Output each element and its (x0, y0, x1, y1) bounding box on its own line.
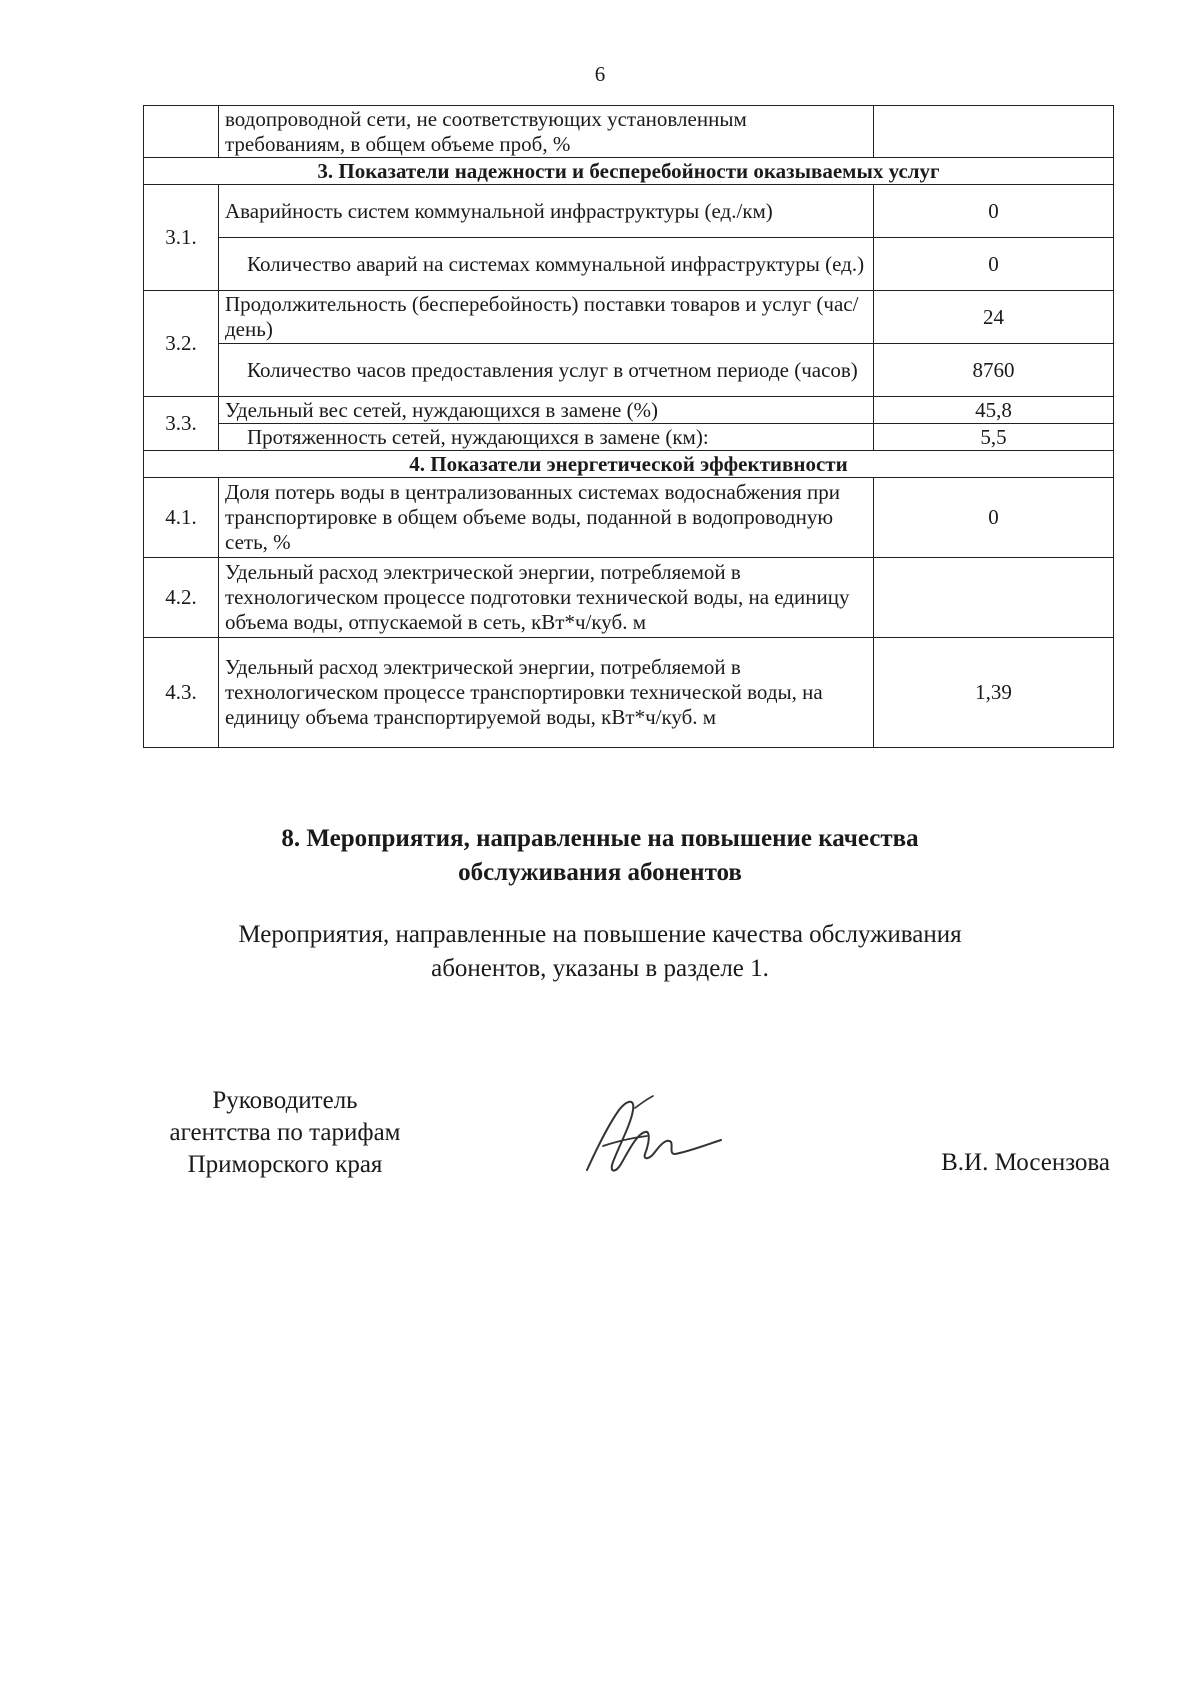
table-row (144, 424, 1114, 451)
indicator-name: Аварийность систем коммунальной инфраструктуры (ед./км) (219, 185, 874, 238)
position-line: Приморского края (187, 1151, 383, 1178)
section-8-text (0, 918, 1200, 986)
indicator-value: 0 (874, 238, 1114, 291)
table-row (144, 397, 1114, 424)
row-number: 4.2. (144, 558, 219, 638)
table-row (144, 478, 1114, 558)
table-row (144, 106, 1114, 158)
indicator-value: 5,5 (874, 424, 1114, 451)
table-row (144, 185, 1114, 238)
handwritten-signature (575, 1088, 735, 1184)
row-number: 3.1. (144, 185, 219, 291)
signatory-name: В.И. Мосензова (941, 1149, 1110, 1176)
indicator-value: 1,39 (874, 638, 1114, 748)
table-row (144, 291, 1114, 344)
table-row (144, 238, 1114, 291)
indicator-value: 24 (874, 291, 1114, 344)
row-number: 3.2. (144, 291, 219, 397)
text-line: Мероприятия, направленные на повышение качества обслуживания (238, 921, 962, 948)
section-header-row (144, 451, 1114, 478)
row-number: 4.3. (144, 638, 219, 748)
position-line: агентства по тарифам (169, 1119, 401, 1146)
indicator-name: Удельный расход электрической энергии, потребляемой в технологическом процессе подготовки технической воды, на единицу объема воды, отпускаемой в сеть, кВт*ч/куб. м (219, 558, 874, 638)
indicator-value: 0 (874, 478, 1114, 558)
table-row (144, 638, 1114, 748)
indicator-name: Количество аварий на системах коммунальной инфраструктуры (ед.) (219, 238, 874, 291)
section-8-heading (0, 822, 1200, 890)
indicator-name: водопроводной сети, не соответствующих установленным требованиям, в общем объеме проб, % (219, 106, 874, 158)
indicator-name: Продолжительность (бесперебойность) поставки товаров и услуг (час/день) (219, 291, 874, 344)
indicator-name: Количество часов предоставления услуг в отчетном периоде (часов) (219, 344, 874, 397)
indicator-value: 45,8 (874, 397, 1114, 424)
indicator-value (874, 558, 1114, 638)
indicator-value: 8760 (874, 344, 1114, 397)
table-row (144, 558, 1114, 638)
indicator-name: Удельный вес сетей, нуждающихся в замене (%) (219, 397, 874, 424)
indicator-name: Протяженность сетей, нуждающихся в замене (км): (219, 424, 874, 451)
row-number (144, 106, 219, 158)
indicator-name: Удельный расход электрической энергии, потребляемой в технологическом процессе транспортировки технической воды, на единицу объема транспортируемой воды, кВт*ч/куб. м (219, 638, 874, 748)
row-number: 3.3. (144, 397, 219, 451)
table-row (144, 344, 1114, 397)
page-number: 6 (594, 62, 606, 86)
indicator-value: 0 (874, 185, 1114, 238)
section-title-3: 3. Показатели надежности и бесперебойности оказываемых услуг (144, 158, 1114, 185)
heading-line: 8. Мероприятия, направленные на повышение качества (281, 825, 919, 852)
text-line: абонентов, указаны в разделе 1. (431, 955, 769, 982)
indicator-name: Доля потерь воды в централизованных системах водоснабжения при транспортировке в общем объеме воды, поданной в водопроводную сеть, % (219, 478, 874, 558)
section-header-row (144, 158, 1114, 185)
section-title-4: 4. Показатели энергетической эффективности (144, 451, 1114, 478)
indicators-table (143, 105, 1114, 748)
row-number: 4.1. (144, 478, 219, 558)
indicator-value (874, 106, 1114, 158)
heading-line: обслуживания абонентов (458, 859, 742, 886)
position-line: Руководитель (212, 1087, 358, 1114)
signatory-position (145, 1085, 425, 1181)
